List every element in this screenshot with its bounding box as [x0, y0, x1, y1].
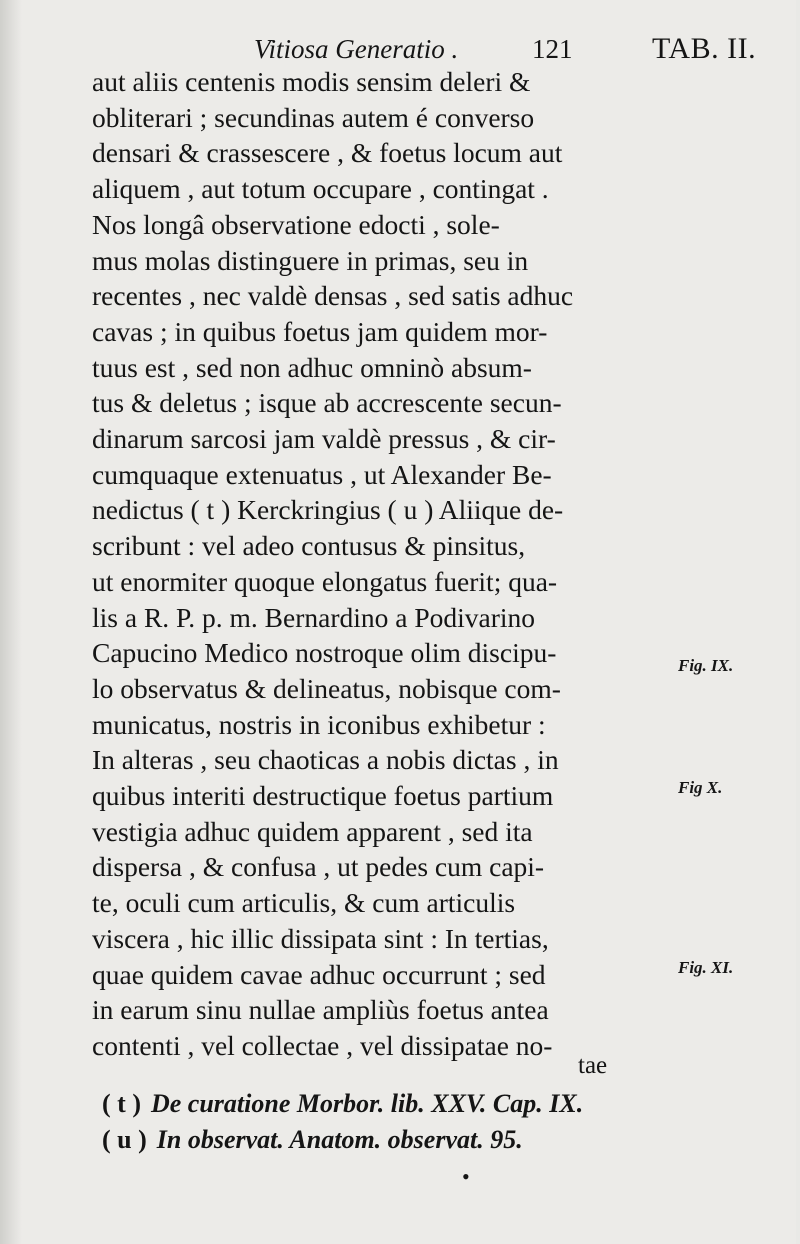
- page-number: 121: [532, 34, 573, 64]
- catchword: tae: [578, 1052, 608, 1079]
- text-line: Capucino Medico nostroque olim discipu-: [92, 637, 557, 669]
- text-line: recentes , nec valdè densas , sed satis adhuc: [92, 280, 574, 312]
- text-line: aliquem , aut totum occupare , contingat .: [92, 173, 549, 205]
- text-line: aut aliis centenis modis sensim deleri &: [92, 66, 531, 97]
- text-line: obliterari ; secundinas autem é converso: [92, 101, 535, 133]
- footnote: [102, 1086, 662, 1122]
- margin-note-fig-x: Fig X.: [678, 778, 723, 797]
- text-line: vestigia adhuc quidem apparent , sed ita: [92, 815, 533, 847]
- text-line: municatus, nostris in iconibus exhibetur :: [92, 708, 546, 740]
- text-line: dinarum sarcosi jam valdè pressus , & cir-: [92, 423, 556, 455]
- text-line: Nos longâ observatione edocti , sole-: [92, 208, 500, 240]
- text-line: lis a R. P. p. m. Bernardino a Podivarino: [92, 601, 536, 633]
- footnote-mark: ( t ): [102, 1089, 141, 1118]
- text-line: mus molas distinguere in primas, seu in: [92, 244, 529, 276]
- text-line: tus & deletus ; isque ab accrescente secun-: [92, 387, 562, 419]
- text-line: cavas ; in quibus foetus jam quidem mor-: [92, 315, 548, 347]
- text-line: In alteras , seu chaoticas a nobis dictas , in: [92, 744, 559, 776]
- page-gutter-shadow: [0, 0, 22, 1244]
- footnote-text: In observat. Anatom. observat. 95.: [156, 1125, 523, 1154]
- footnotes: [102, 1086, 662, 1158]
- footnote-text: De curatione Morbor. lib. XXV. Cap. IX.: [150, 1089, 584, 1118]
- text-line: scribunt : vel adeo contusus & pinsitus,: [92, 530, 526, 562]
- text-line: nedictus ( t ) Kerckringius ( u ) Aliique de-: [92, 494, 564, 526]
- text-line: lo observatus & delineatus, nobisque com-: [92, 672, 561, 704]
- text-line: densari & crassescere , & foetus locum aut: [92, 137, 563, 169]
- text-line: in earum sinu nullae ampliùs foetus antea: [92, 994, 549, 1026]
- text-line: dispersa , & confusa , ut pedes cum capi-: [92, 851, 545, 883]
- text-line: ut enormiter quoque elongatus fuerit; qua-: [92, 565, 558, 597]
- text-line: cumquaque extenuatus , ut Alexander Be-: [92, 458, 552, 490]
- body-text: [92, 64, 652, 1064]
- ornament-dot: •: [462, 1164, 470, 1189]
- text-line: te, oculi cum articulis, & cum articulis: [92, 887, 516, 919]
- margin-note-fig-xi: Fig. XI.: [678, 958, 734, 977]
- plate-reference: TAB. II.: [652, 32, 757, 65]
- footnote: [102, 1122, 662, 1158]
- margin-note-fig-ix: Fig. IX.: [678, 656, 734, 675]
- text-line: tuus est , sed non adhuc omninò absum-: [92, 351, 532, 383]
- footnote-mark: ( u ): [102, 1125, 147, 1154]
- text-line: quae quidem cavae adhuc occurrunt ; sed: [92, 958, 546, 990]
- text-line: viscera , hic illic dissipata sint : In tertias,: [92, 922, 549, 954]
- text-line: contenti , vel collectae , vel dissipatae no-: [92, 1029, 553, 1061]
- running-title: Vitiosa Generatio .: [254, 34, 459, 64]
- text-line: quibus interiti destructique foetus partium: [92, 780, 554, 812]
